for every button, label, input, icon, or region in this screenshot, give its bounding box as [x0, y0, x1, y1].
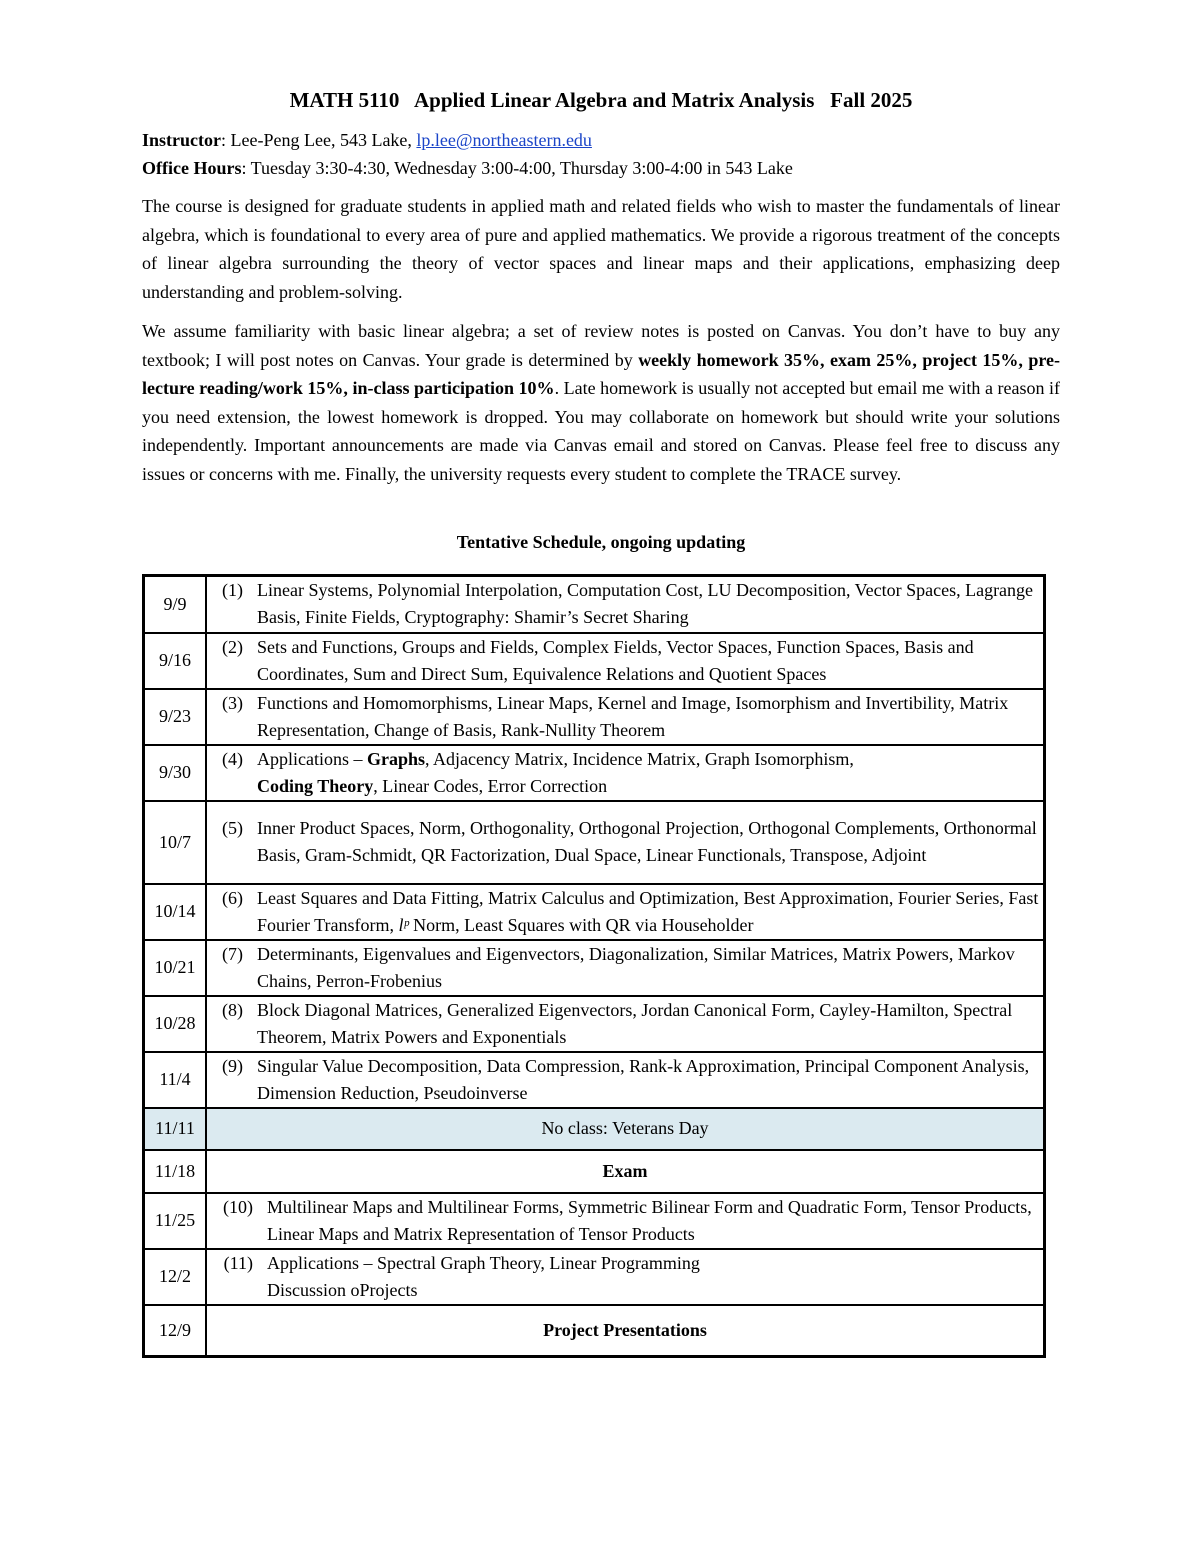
date-cell: 9/30: [144, 745, 207, 801]
date-cell: 10/14: [144, 884, 207, 940]
table-row: [144, 940, 1045, 996]
topic-text-part: Applications –: [257, 748, 367, 769]
table-row-holiday: [144, 1108, 1045, 1150]
office-hours-text: : Tuesday 3:30-4:30, Wednesday 3:00-4:00, Thursday 3:00-4:00 in 543 Lake: [241, 158, 793, 178]
table-row: [144, 1193, 1045, 1249]
topic-bold-coding-theory: Coding Theory: [257, 775, 374, 796]
topic-text-line: Applications – Spectral Graph Theory, Linear Programming: [267, 1252, 700, 1273]
table-row: [144, 745, 1045, 801]
table-row: [144, 801, 1045, 884]
table-row: [144, 633, 1045, 689]
office-hours-line: [142, 156, 793, 180]
date-cell: 11/18: [144, 1150, 207, 1193]
topic-cell: [206, 745, 1045, 801]
topic-text-part: Least Squares and Data Fitting, Matrix Calculus and Optimization, Best Approximation, Fourier Series, Fast Fourier Transform,: [257, 887, 1039, 935]
lecture-number: (9): [222, 1055, 243, 1076]
topic-text: Block Diagonal Matrices, Generalized Eigenvectors, Jordan Canonical Form, Cayley-Hamilton, Spectral Theorem, Matrix Powers and Exponentials: [257, 999, 1013, 1047]
topic-cell: [206, 884, 1045, 940]
table-row: [144, 576, 1045, 633]
instructor-label: Instructor: [142, 130, 221, 150]
topic-bold-graphs: Graphs: [367, 748, 426, 769]
table-row-exam: [144, 1150, 1045, 1193]
topic-cell: [206, 1249, 1045, 1305]
topic-cell: [206, 1052, 1045, 1108]
topic-text: Determinants, Eigenvalues and Eigenvectors, Diagonalization, Similar Matrices, Matrix Powers, Markov Chains, Perron-Frobenius: [257, 943, 1015, 991]
lecture-number: (2): [222, 636, 243, 657]
topic-text-part: , Linear Codes, Error Correction: [373, 775, 608, 796]
lecture-number: (8): [222, 999, 243, 1020]
date-cell: 12/2: [144, 1249, 207, 1305]
topic-text-part: Norm, Least Squares with QR via Householder: [408, 914, 754, 935]
instructor-email-link[interactable]: lp.lee@northeastern.edu: [416, 130, 592, 150]
date-cell: 11/25: [144, 1193, 207, 1249]
grading-breakdown: weekly homework 35%, exam 25%, project 15%, pre-lecture reading/work 15%, in-class participation 10%: [142, 349, 1061, 399]
date-cell: 10/28: [144, 996, 207, 1052]
topic-cell: [206, 633, 1045, 689]
table-row: [144, 1249, 1045, 1305]
policies-text-a: We assume familiarity with basic linear algebra; a set of review notes is posted on Canvas. You don’t have to buy any textbook; I will post notes on Canvas. Your grade is determined by: [142, 321, 1060, 370]
topic-text: Linear Systems, Polynomial Interpolation, Computation Cost, LU Decomposition, Vector Spaces, Lagrange Basis, Finite Fields, Cryptography: Shamir’s Secret Sharing: [257, 580, 1034, 628]
instructor-line: [142, 128, 592, 152]
instructor-text: : Lee-Peng Lee, 543 Lake,: [221, 130, 417, 150]
topic-text: Sets and Functions, Groups and Fields, Complex Fields, Vector Spaces, Function Spaces, Basis and Coordinates, Sum and Direct Sum, Equivalence Relations and Quotient Spaces: [257, 636, 974, 684]
lecture-number: (4): [222, 748, 243, 769]
office-hours-label: Office Hours: [142, 158, 242, 178]
topic-text: [257, 885, 1043, 939]
course-description: The course is designed for graduate students in applied math and related fields who wish to master the fundamentals of linear algebra, which is foundational to every area of pure and applied mathematics. We provide a rigorous treatment of the concepts of linear algebra surrounding the theory of vector spaces and linear maps and their applications, emphasizing deep understanding and problem-solving.: [142, 196, 1060, 302]
topic-text: [257, 746, 1043, 800]
date-cell: 11/11: [144, 1108, 207, 1150]
table-row: [144, 884, 1045, 940]
lecture-number: (5): [222, 818, 243, 838]
topic-text: Singular Value Decomposition, Data Compression, Rank-k Approximation, Principal Component Analysis, Dimension Reduction, Pseudoinverse: [257, 1055, 1030, 1103]
lecture-number: (10): [223, 1196, 253, 1217]
topic-cell: [206, 576, 1045, 633]
topic-text-line: Discussion oProjects: [267, 1279, 418, 1300]
topic-text: [267, 1250, 1043, 1304]
topic-cell: [206, 1193, 1045, 1249]
course-title: MATH 5110 Applied Linear Algebra and Matrix Analysis Fall 2025: [289, 88, 913, 112]
date-cell: 9/9: [144, 576, 207, 633]
policies-text-b: . Late homework is usually not accepted but email me with a reason if you need extension, the lowest homework is dropped. You may collaborate on homework but should write your solutions independently. Important announcements are made via Canvas email and stored on Canvas. Please feel free to discuss any issues or concerns with me. Finally, the university requests every student to complete the TRACE survey.: [142, 378, 1061, 484]
topic-text: Functions and Homomorphisms, Linear Maps, Kernel and Image, Isomorphism and Invertibility, Matrix Representation, Change of Basis, Rank-Nullity Theorem: [257, 692, 1009, 740]
lecture-number: (11): [223, 1252, 253, 1273]
topic-cell: [206, 996, 1045, 1052]
holiday-cell: No class: Veterans Day: [206, 1108, 1045, 1150]
table-row-presentations: [144, 1305, 1045, 1357]
table-row: [144, 1052, 1045, 1108]
schedule-table: [142, 574, 1046, 1358]
topic-text: Inner Product Spaces, Norm, Orthogonality, Orthogonal Projection, Orthogonal Complements, Orthonormal Basis, Gram-Schmidt, QR Factorization, Dual Space, Linear Functionals, Transpose, Adjoint: [257, 818, 1037, 865]
lecture-number: (6): [222, 887, 243, 908]
presentations-cell: Project Presentations: [206, 1305, 1045, 1357]
date-cell: 9/16: [144, 633, 207, 689]
date-cell: 12/9: [144, 1305, 207, 1357]
date-cell: 10/7: [144, 801, 207, 884]
date-cell: 9/23: [144, 689, 207, 745]
topic-cell: [206, 801, 1045, 884]
lecture-number: (3): [222, 692, 243, 713]
lecture-number: (7): [222, 943, 243, 964]
table-row: [144, 689, 1045, 745]
date-cell: 11/4: [144, 1052, 207, 1108]
topic-cell: [206, 689, 1045, 745]
table-row: [144, 996, 1045, 1052]
topic-cell: [206, 940, 1045, 996]
exam-cell: Exam: [206, 1150, 1045, 1193]
lecture-number: (1): [222, 580, 243, 601]
topic-text: Multilinear Maps and Multilinear Forms, Symmetric Bilinear Form and Quadratic Form, Tensor Products, Linear Maps and Matrix Representation of Tensor Products: [267, 1196, 1032, 1244]
topic-text-part: , Adjacency Matrix, Incidence Matrix, Graph Isomorphism,: [425, 748, 854, 769]
schedule-title: Tentative Schedule, ongoing updating: [456, 532, 746, 552]
course-policies: [142, 317, 1060, 489]
lp-symbol: lᵖ: [398, 914, 409, 935]
date-cell: 10/21: [144, 940, 207, 996]
